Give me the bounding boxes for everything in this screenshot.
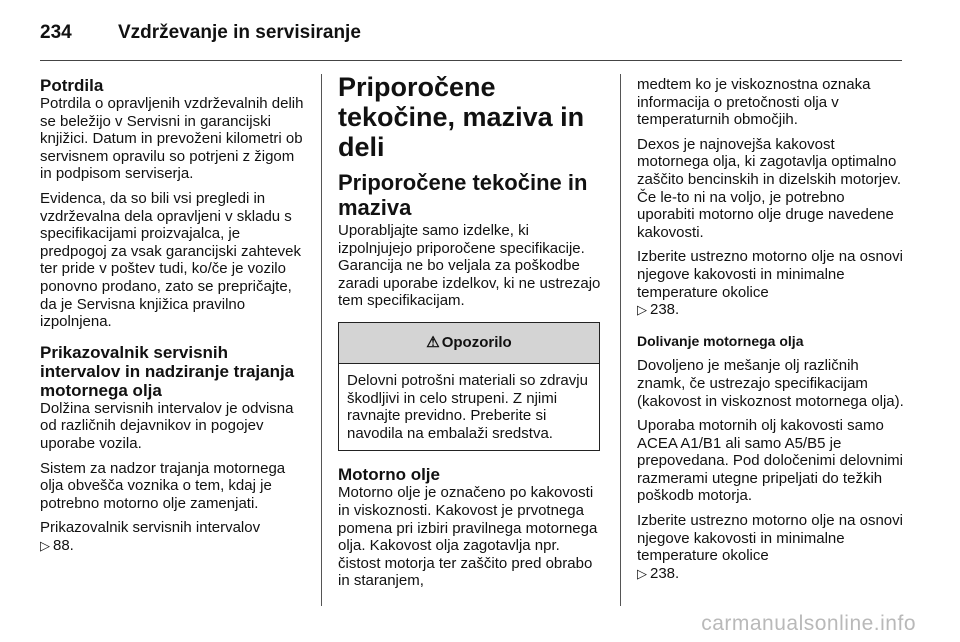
paragraph: Prikazovalnik servisnih intervalov	[40, 519, 261, 537]
heading-potrdila: Potrdila	[40, 76, 104, 95]
page-reference[interactable]	[637, 565, 905, 583]
paragraph: Motorno olje je označeno po kakovosti in viskoznosti. Kakovost je prvotnega pomena pri izbiri pravilnega motornega olja. Kakovost olja zagotavlja npr. čistost motorja ter zaščito pred obrabo in staranjem,	[338, 484, 598, 590]
warning-box	[338, 322, 600, 451]
paragraph: Evidenca, da so bili vsi pregledi in vzdrževalna dela opravljeni v skladu s specifikacijami proizvajalca, je predpogoj za vsak garancijski zahtevek ter pride v poštev tudi, ko/če je vozilo ponovno prodano, zato se prepričajte, da je Servisna knjižica pravilno izpolnjena.	[40, 189, 301, 331]
column-left	[40, 76, 308, 561]
heading-oil-topup: Dolivanje motornega olja	[637, 332, 804, 349]
page-reference-text: 88.	[53, 536, 74, 554]
paragraph: Potrdila o opravljenih vzdrževalnih delih se beležijo v Servisni in garancijski knjižici. Datum in prevoženi kilometri ob servisnem opravilu so potrjeni z žigom in podpisom serviserja.	[40, 95, 304, 183]
paragraph: Uporaba motornih olj kakovosti samo ACEA A1/B1 ali samo A5/B5 je prepovedana. Pod določenimi delovnimi razmerami utegne pripeljati do težkih poškodb motorja.	[637, 417, 904, 505]
column-right	[637, 76, 905, 589]
heading-service-interval: Prikazovalnik servisnih intervalov in nadziranje trajanja motornega olja	[40, 342, 295, 400]
heading-fluids-lubricants: Priporočene tekočine in maziva	[338, 170, 588, 220]
page-header	[40, 18, 361, 48]
page-title: Vzdrževanje in servisiranje	[118, 22, 361, 43]
page-reference-text: 238.	[650, 301, 680, 319]
paragraph: Dolžina servisnih intervalov je odvisna od različnih dejavnikov in pogojev uporabe vozila.	[40, 399, 294, 452]
warning-text: Delovni potrošni materiali so zdravju škodljivi in celo strupeni. Z njimi ravnajte previdno. Preberite si navodila na embalaži sredstva.	[347, 371, 588, 442]
heading-fluids-parts: Priporočene tekočine, maziva in deli	[338, 72, 585, 162]
page-reference-icon: ▷	[637, 565, 647, 581]
header-rule	[40, 60, 902, 61]
page-reference-icon: ▷	[40, 537, 50, 553]
paragraph: Dovoljeno je mešanje olj različnih znamk, če ustrezajo specifikacijam (kakovost in viskoznost motornega olja).	[637, 357, 904, 410]
watermark: carmanualsonline.info	[701, 612, 916, 635]
page-reference-icon: ▷	[637, 302, 647, 318]
column-middle	[338, 72, 606, 597]
paragraph: Uporabljajte samo izdelke, ki izpolnjujejo priporočene specifikacije. Garancija ne bo veljala za poškodbe zaradi uporabe izdelkov, ki ne ustrezajo tem specifikacijam.	[338, 222, 601, 310]
warning-header	[339, 323, 599, 364]
column-divider-1	[321, 74, 322, 606]
paragraph: Izberite ustrezno motorno olje na osnovi njegove kakovosti in minimalne temperature okolice	[637, 248, 903, 301]
paragraph: Izberite ustrezno motorno olje na osnovi njegove kakovosti in minimalne temperature okolice	[637, 512, 903, 565]
heading-engine-oil: Motorno olje	[338, 465, 440, 485]
page-number: 234	[40, 22, 72, 43]
paragraph: Sistem za nadzor trajanja motornega olja obvešča voznika o tem, kdaj je potrebno motorno olje zamenjati.	[40, 459, 286, 512]
page-reference-text: 238.	[650, 564, 680, 582]
page-reference[interactable]	[637, 301, 905, 319]
page-reference[interactable]	[40, 537, 308, 555]
warning-triangle-icon: ⚠	[426, 334, 440, 352]
paragraph: medtem ko je viskoznostna oznaka informacija o pretočnosti olja v temperaturnih območjih.	[637, 76, 871, 129]
column-divider-2	[620, 74, 621, 606]
warning-title: Opozorilo	[441, 334, 512, 352]
paragraph: Dexos je najnovejša kakovost motornega olja, ki zagotavlja optimalno zaščito bencinskih in dizelskih motorjev. Če le-to ni na voljo, je potrebno uporabiti motorno olje druge navedene kakovosti.	[637, 135, 902, 241]
